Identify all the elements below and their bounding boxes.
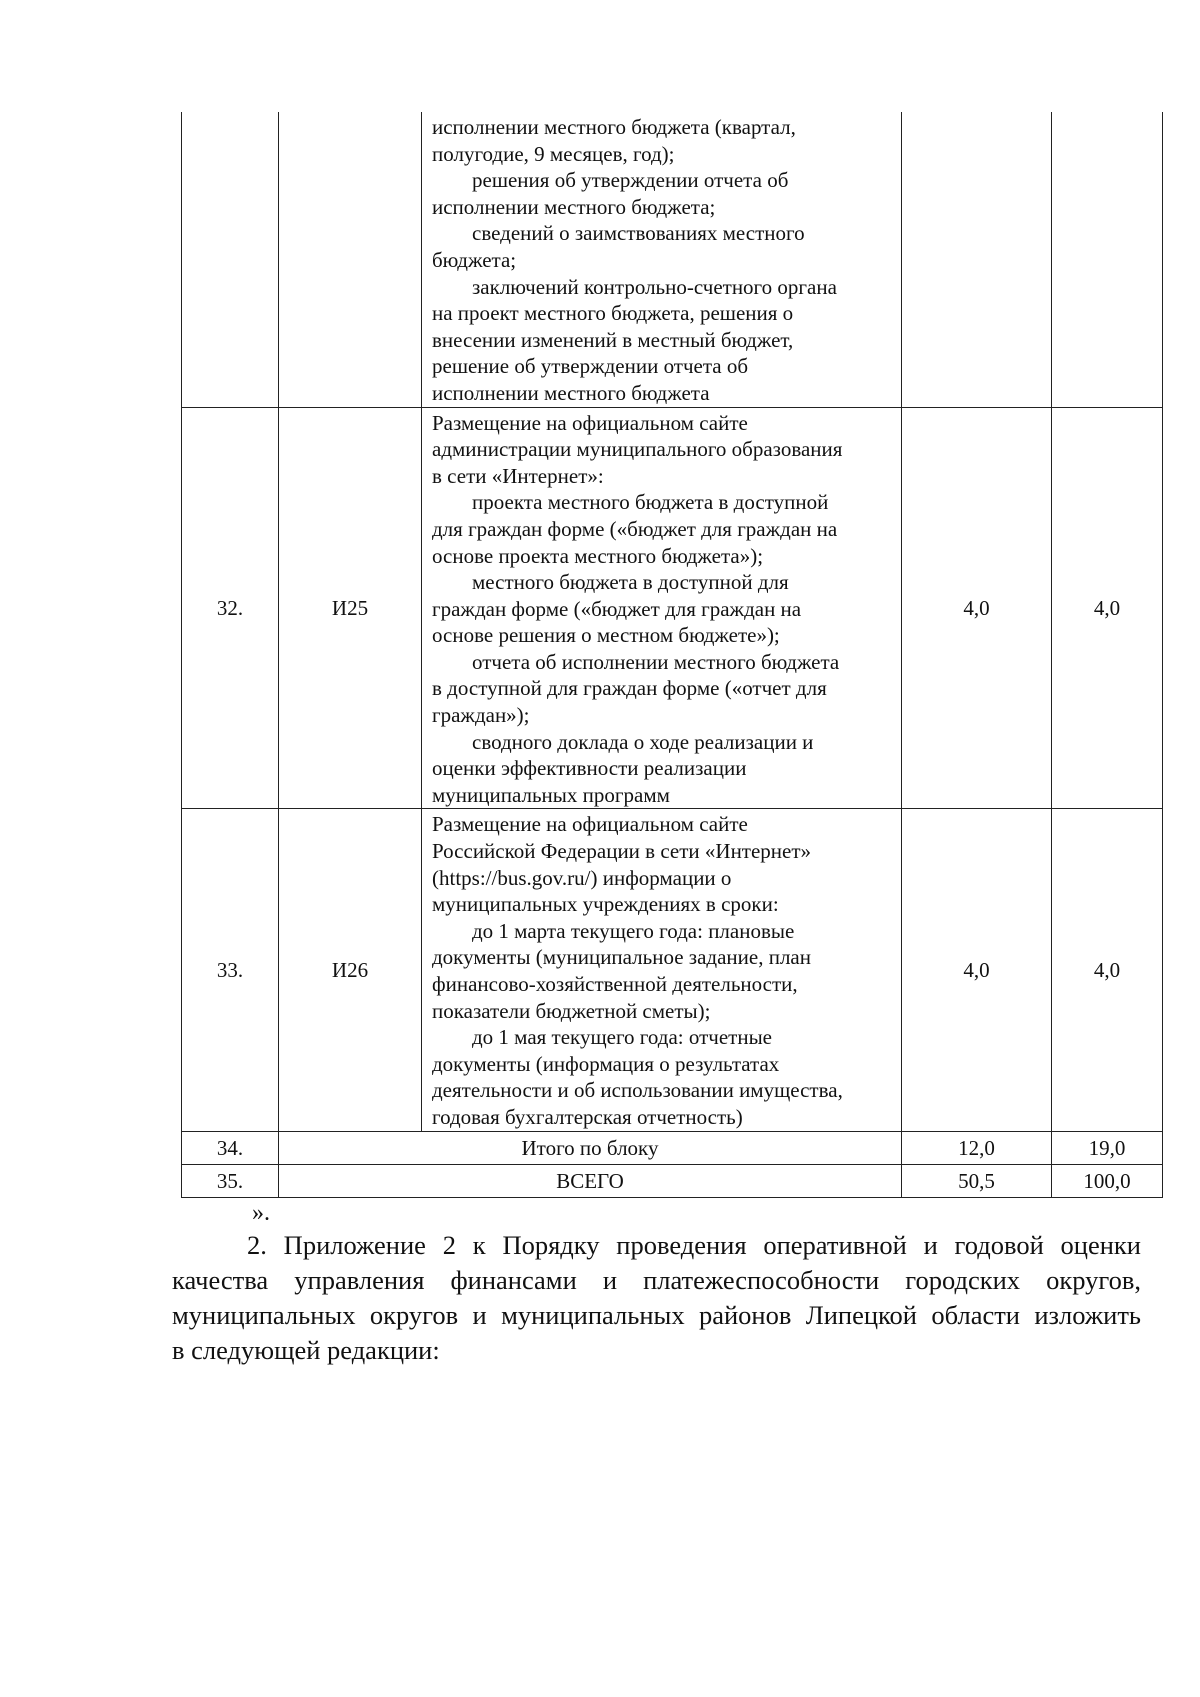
- description-line: полугодие, 9 месяцев, год);: [432, 141, 675, 166]
- table-row-continuation: [182, 112, 1163, 407]
- description-line: решение об утверждении отчета об: [432, 354, 749, 379]
- table-row-32: [182, 407, 1163, 809]
- table-row-33: [182, 809, 1163, 1131]
- max-score-cell: 12,0: [902, 1131, 1052, 1164]
- description-line: в сети «Интернет»:: [432, 463, 604, 488]
- score-cell: 4,0: [1052, 809, 1163, 1131]
- row-number-cell: 35.: [182, 1164, 279, 1197]
- description-line: администрации муниципального образования: [432, 437, 843, 462]
- rating-table: [181, 112, 1163, 1198]
- description-line: исполнении местного бюджета;: [432, 194, 716, 219]
- description-line: Размещение на официальном сайте: [432, 812, 748, 837]
- description-line: сведений о заимствованиях местного: [472, 221, 805, 246]
- indicator-code-cell: И25: [279, 407, 422, 809]
- description-line: муниципальных программ: [432, 782, 670, 807]
- paragraph-line: качества управления финансами и платежеспособности городских округов,: [172, 1265, 1141, 1295]
- max-score-cell: 4,0: [902, 809, 1052, 1131]
- description-line: основе проекта местного бюджета»);: [432, 543, 764, 568]
- description-line: основе решения о местном бюджете»);: [432, 623, 780, 648]
- description-line: заключений контрольно-счетного органа: [472, 274, 837, 299]
- description-line: местного бюджета в доступной для: [472, 570, 789, 595]
- max-score-cell: 4,0: [902, 407, 1052, 809]
- description-line: оценки эффективности реализации: [432, 756, 747, 781]
- table-row-block-total: [182, 1131, 1163, 1164]
- description-line: граждан форме («бюджет для граждан на: [432, 596, 802, 621]
- description-line: исполнении местного бюджета (квартал,: [432, 115, 796, 139]
- max-score-cell: [902, 112, 1052, 407]
- score-cell: 100,0: [1052, 1164, 1163, 1197]
- score-cell: 4,0: [1052, 407, 1163, 809]
- paragraph-line: муниципальных округов и муниципальных районов Липецкой области изложить: [172, 1300, 1141, 1330]
- description-line: решения об утверждении отчета об: [472, 168, 789, 193]
- total-label-cell: ВСЕГО: [279, 1164, 902, 1197]
- score-cell: 19,0: [1052, 1131, 1163, 1164]
- description-line: для граждан форме («бюджет для граждан на: [432, 516, 838, 541]
- description-line: годовая бухгалтерская отчетность): [432, 1104, 743, 1129]
- row-number-cell: 33.: [182, 809, 279, 1131]
- paragraph-line: 2. Приложение 2 к Порядку проведения оперативной и годовой оценки: [247, 1230, 1141, 1260]
- description-line: внесении изменений в местный бюджет,: [432, 327, 794, 352]
- description-line: показатели бюджетной сметы);: [432, 998, 711, 1023]
- total-label-cell: Итого по блоку: [279, 1131, 902, 1164]
- description-line: документы (муниципальное задание, план: [432, 945, 811, 970]
- description-line: муниципальных учреждениях в сроки:: [432, 892, 779, 917]
- description-line: (https://bus.gov.ru/) информации о: [432, 865, 732, 890]
- description-cell: [422, 407, 902, 809]
- description-line: на проект местного бюджета, решения о: [432, 301, 794, 326]
- description-line: проекта местного бюджета в доступной: [472, 490, 829, 515]
- row-number-cell: 34.: [182, 1131, 279, 1164]
- description-line: бюджета;: [432, 247, 517, 272]
- table-row-grand-total: [182, 1164, 1163, 1197]
- description-line: отчета об исполнении местного бюджета: [472, 649, 840, 674]
- amendment-paragraph: [172, 1228, 1141, 1368]
- indicator-code-cell: [279, 112, 422, 407]
- description-line: документы (информация о результатах: [432, 1051, 780, 1076]
- description-cell: [422, 112, 902, 407]
- description-line: Размещение на официальном сайте: [432, 410, 748, 435]
- max-score-cell: 50,5: [902, 1164, 1052, 1197]
- row-number-cell: [182, 112, 279, 407]
- description-cell: [422, 809, 902, 1131]
- description-line: в доступной для граждан форме («отчет для: [432, 676, 827, 701]
- description-line: сводного доклада о ходе реализации и: [472, 729, 814, 754]
- description-line: исполнении местного бюджета: [432, 380, 710, 405]
- closing-quote: ».: [252, 1200, 270, 1226]
- description-line: до 1 марта текущего года: плановые: [472, 918, 795, 943]
- description-line: деятельности и об использовании имущества,: [432, 1078, 843, 1103]
- paragraph-line: в следующей редакции:: [172, 1335, 440, 1365]
- description-line: финансово-хозяйственной деятельности,: [432, 972, 798, 996]
- description-line: до 1 мая текущего года: отчетные: [472, 1025, 772, 1050]
- row-number-cell: 32.: [182, 407, 279, 809]
- indicator-code-cell: И26: [279, 809, 422, 1131]
- description-line: Российской Федерации в сети «Интернет»: [432, 839, 812, 864]
- description-line: граждан»);: [432, 703, 530, 728]
- score-cell: [1052, 112, 1163, 407]
